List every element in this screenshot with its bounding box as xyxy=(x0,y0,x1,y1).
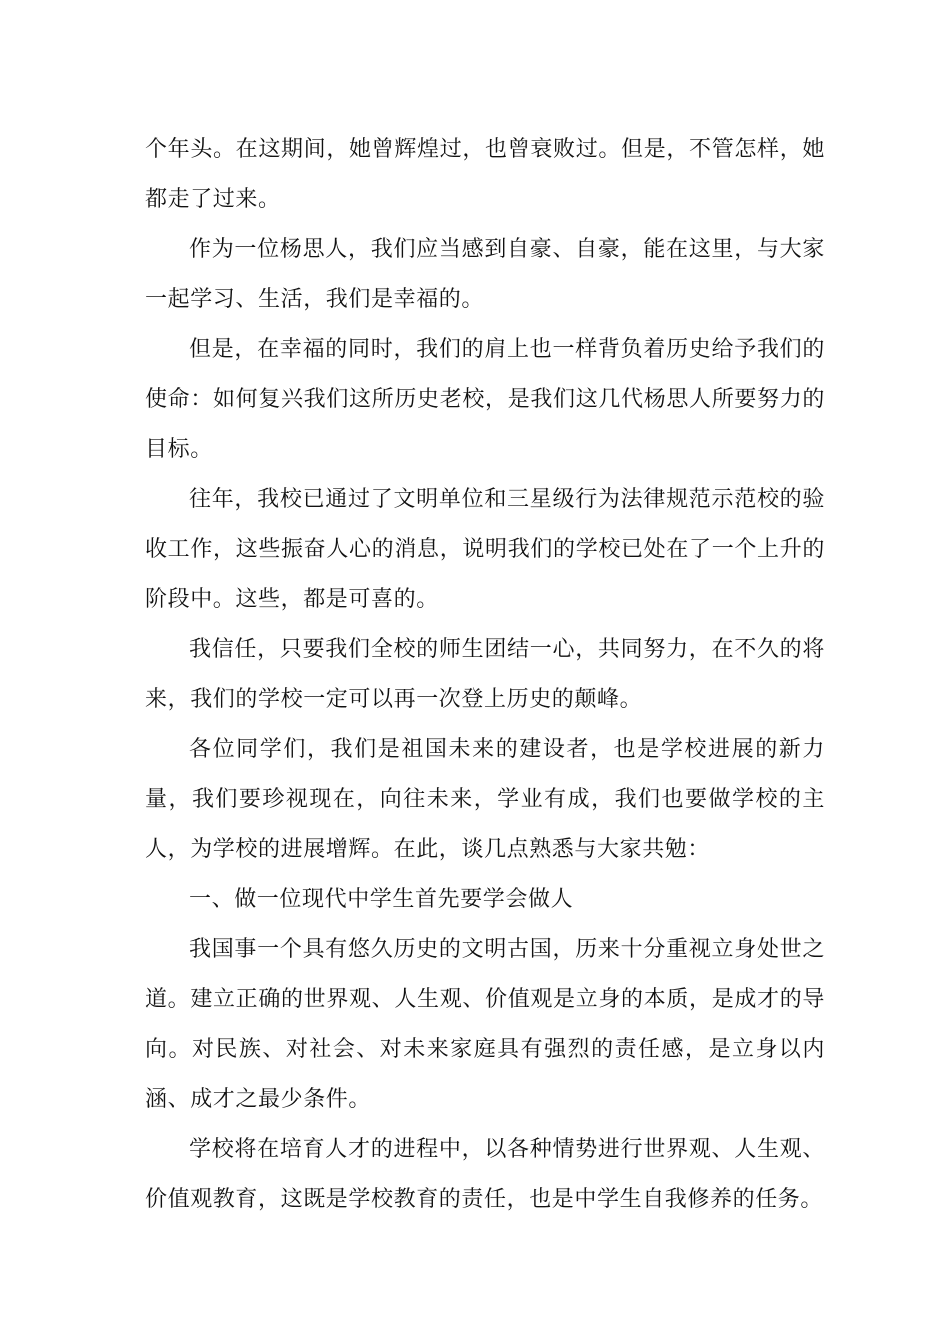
paragraph-continuation: 个年头。在这期间，她曾辉煌过，也曾衰败过。但是，不管怎样，她都走了过来。 xyxy=(145,137,825,212)
paragraph: 往年，我校已通过了文明单位和三星级行为法律规范示范校的验收工作，这些振奋人心的消息，说明我们的学校已处在了一个上升的阶段中。这些，都是可喜的。 xyxy=(145,487,825,612)
section-heading: 一、做一位现代中学生首先要学会做人 xyxy=(189,887,574,912)
paragraph: 我国事一个具有悠久历史的文明古国，历来十分重视立身处世之道。建立正确的世界观、人生观、价值观是立身的本质，是成才的导向。对民族、对社会、对未来家庭具有强烈的责任感，是立身以内涵、成才之最少条件。 xyxy=(145,937,825,1112)
paragraph: 学校将在培育人才的进程中，以各种情势进行世界观、人生观、价值观教育，这既是学校教育的责任，也是中学生自我修养的任务。 xyxy=(145,1137,825,1212)
paragraph: 我信任，只要我们全校的师生团结一心，共同努力，在不久的将来，我们的学校一定可以再一次登上历史的颠峰。 xyxy=(145,637,825,712)
body-text xyxy=(145,125,825,1225)
paragraph: 作为一位杨思人，我们应当感到自豪、自豪，能在这里，与大家一起学习、生活，我们是幸福的。 xyxy=(145,237,825,312)
paragraph: 各位同学们，我们是祖国未来的建设者，也是学校进展的新力量，我们要珍视现在，向往未来，学业有成，我们也要做学校的主人，为学校的进展增辉。在此，谈几点熟悉与大家共勉： xyxy=(145,737,825,862)
paragraph: 但是，在幸福的同时，我们的肩上也一样背负着历史给予我们的使命：如何复兴我们这所历史老校，是我们这几代杨思人所要努力的目标。 xyxy=(145,337,825,462)
